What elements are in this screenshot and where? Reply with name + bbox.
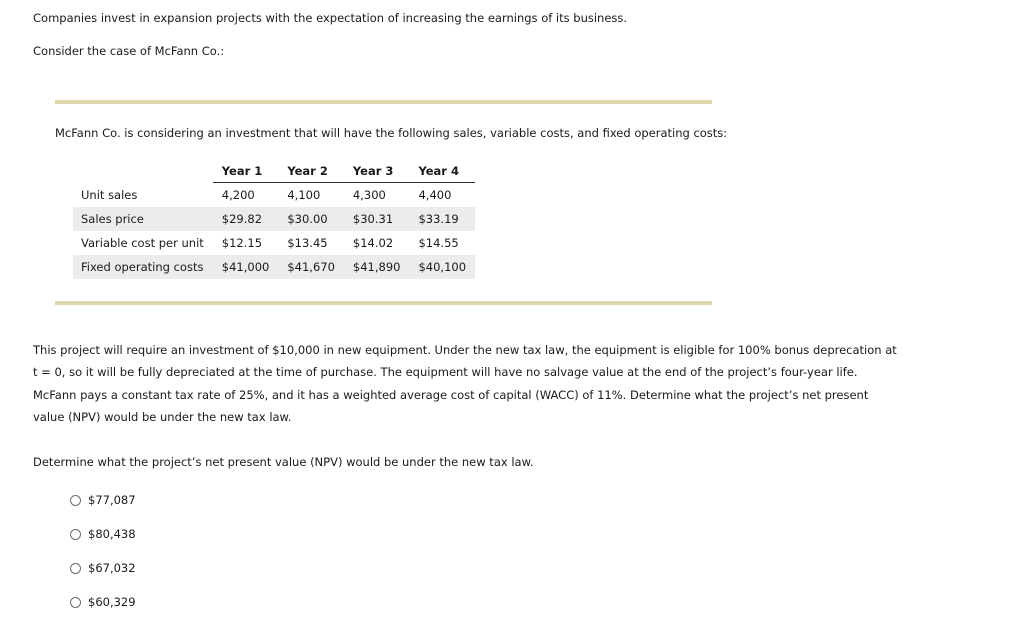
table-row bbox=[73, 207, 475, 231]
table-cell: $14.55 bbox=[418, 236, 459, 250]
table-header-blank bbox=[73, 160, 213, 183]
table-row bbox=[73, 255, 475, 279]
table-row bbox=[73, 183, 475, 208]
table-header-year-2: Year 2 bbox=[278, 160, 344, 183]
answer-option[interactable] bbox=[70, 594, 136, 610]
answer-option[interactable] bbox=[70, 492, 136, 508]
table-cell: $41,890 bbox=[344, 255, 410, 279]
row-label: Unit sales bbox=[81, 187, 138, 202]
answer-option-label: $80,438 bbox=[88, 527, 136, 541]
table-row bbox=[73, 231, 475, 255]
answer-option-label: $77,087 bbox=[88, 493, 136, 507]
intro-text: Companies invest in expansion projects with the expectation of increasing the earnings of its business. bbox=[33, 11, 628, 25]
top-divider bbox=[55, 100, 712, 104]
table-cell: $30.00 bbox=[278, 207, 344, 231]
table-cell: 4,400 bbox=[418, 188, 452, 202]
table-header-year-1: Year 1 bbox=[213, 160, 279, 183]
table-intro-text: McFann Co. is considering an investment that will have the following sales, variable costs, and fixed operating costs: bbox=[55, 126, 728, 140]
table-cell: 4,200 bbox=[221, 188, 255, 202]
problem-paragraph: This project will require an investment of $10,000 in new equipment. Under the new tax law, the equipment is eligible for 100% bonus deprecation at t = 0, so it will be fully depreciated at the time of purchase. The equipment will have no salvage value at the end of the project’s four-year life. McFann pays a constant tax rate of 25%, and it has a weighted average cost of capital (WACC) of 11%. Determine what the project’s net present value (NPV) would be under the new tax law. bbox=[33, 343, 897, 424]
radio-button[interactable] bbox=[70, 529, 81, 540]
table-cell: $41,000 bbox=[213, 255, 279, 279]
table-cell: $13.45 bbox=[287, 236, 328, 250]
bottom-divider bbox=[55, 301, 712, 305]
row-label: Variable cost per unit bbox=[81, 236, 204, 250]
answer-option-label: $67,032 bbox=[88, 561, 136, 575]
table-cell: $30.31 bbox=[344, 207, 410, 231]
table-header-year-4: Year 4 bbox=[409, 160, 475, 183]
answer-option[interactable] bbox=[70, 526, 136, 542]
table-cell: $33.19 bbox=[409, 207, 475, 231]
company-intro-text: Consider the case of McFann Co.: bbox=[33, 44, 225, 58]
radio-button[interactable] bbox=[70, 597, 81, 608]
answer-option-label: $60,329 bbox=[88, 595, 136, 609]
table-cell: $29.82 bbox=[213, 207, 279, 231]
row-label: Fixed operating costs bbox=[73, 255, 213, 279]
table-cell: $41,670 bbox=[278, 255, 344, 279]
radio-button[interactable] bbox=[70, 495, 81, 506]
table-cell: 4,300 bbox=[352, 188, 386, 202]
table-cell: $40,100 bbox=[409, 255, 475, 279]
radio-button[interactable] bbox=[70, 563, 81, 574]
cost-table bbox=[73, 160, 475, 279]
table-header-row bbox=[73, 160, 475, 183]
question-prompt: Determine what the project’s net present value (NPV) would be under the new tax law. bbox=[33, 455, 534, 469]
answer-option[interactable] bbox=[70, 560, 136, 576]
table-cell: $12.15 bbox=[221, 236, 263, 250]
table-cell: $14.02 bbox=[352, 236, 394, 250]
table-header-year-3: Year 3 bbox=[344, 160, 410, 183]
row-label: Sales price bbox=[73, 207, 213, 231]
table-cell: 4,100 bbox=[287, 188, 321, 202]
